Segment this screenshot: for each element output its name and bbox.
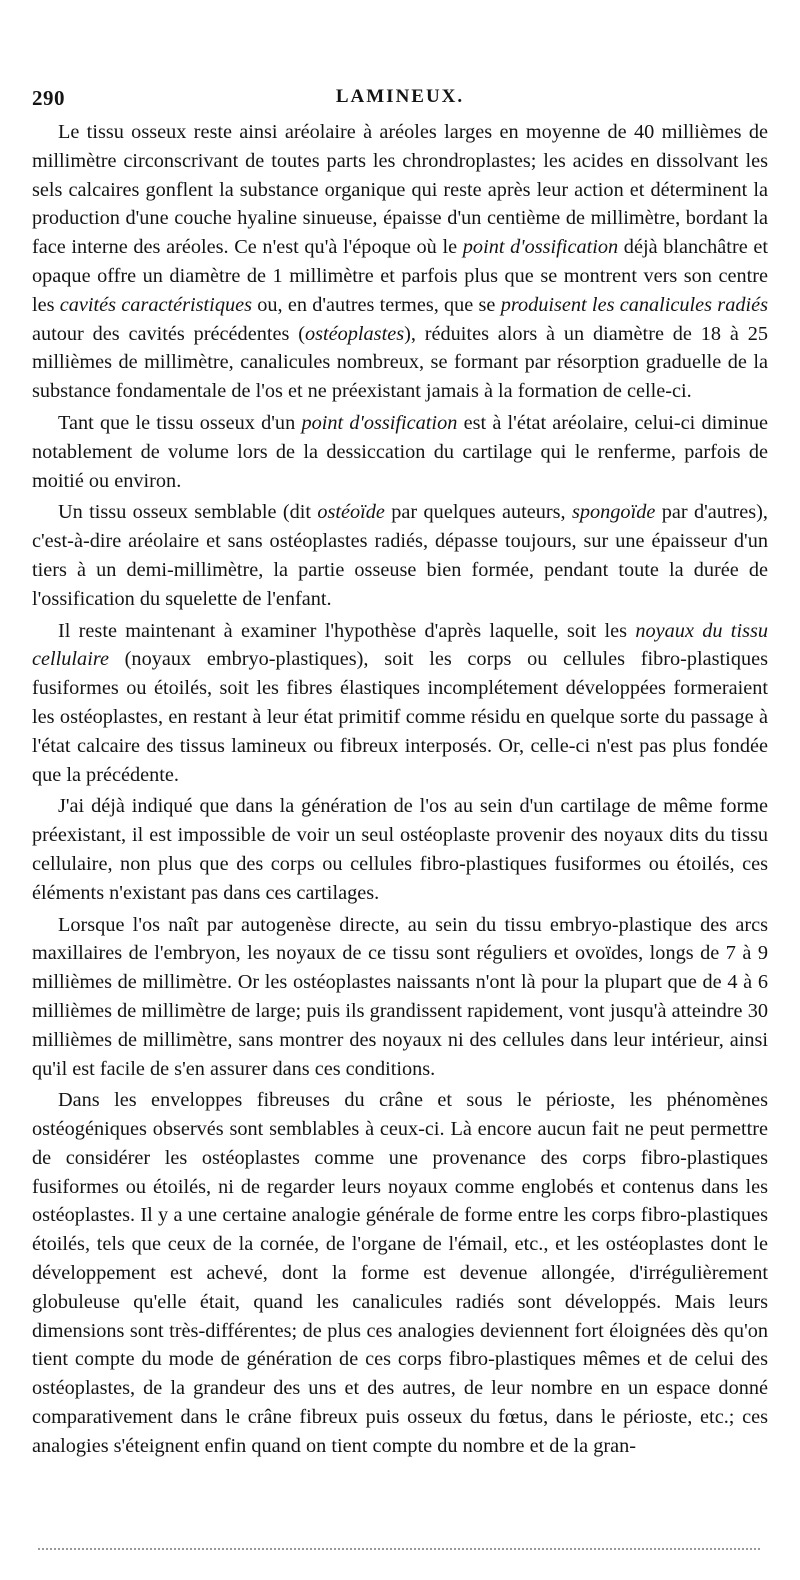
- paragraph: [32, 409, 768, 495]
- text-run: Un tissu osseux semblable (dit: [58, 501, 318, 524]
- text-run: Le tissu osseux reste ainsi aréolaire à aréoles larges en moyenne de 40 millièmes de millimètre circonscrivant de toutes parts les chrondroplastes; les acides en dissolvant les sels calcaires gonflent la substance organique qui reste après leur action et déterminent la production d'une couche hyaline sinueuse, épaisse d'un centième de millimètre, bordant la face interne des aréoles. Ce n'est qu'à l'époque où le: [32, 121, 768, 259]
- text-run: Tant que le tissu osseux d'un: [58, 411, 302, 434]
- italic-term: ostéoïde: [317, 501, 385, 524]
- italic-term: produisent les canalicules radiés: [500, 293, 768, 316]
- italic-term: ostéoplastes: [304, 322, 405, 345]
- footer-rule: [38, 1548, 760, 1550]
- text-run: déjà blanchâtre et opaque offre un diamètre de 1 millimètre et parfois plus que se montrent vers son centre les: [32, 236, 768, 316]
- italic-term: point d'ossification: [462, 236, 619, 259]
- text-run: Il reste maintenant à examiner l'hypothèse d'après laquelle, soit les: [58, 619, 636, 642]
- text-run: autour des cavités précédentes (: [32, 322, 305, 345]
- text-run: (noyaux embryo-plastiques), soit les corps ou cellules fibro-plastiques fusiformes ou étoilés, soit les fibres élastiques incomplétement développées formeraient les ostéoplastes, en restant à leur état primitif comme résidu en quelque sorte du passage à l'état calcaire des tissus lamineux ou fibreux interposés. Or, celle-ci n'est pas plus fondée que la précédente.: [32, 648, 768, 786]
- text-run: ou, en d'autres termes, que se: [252, 293, 501, 316]
- running-title: LAMINEUX.: [335, 86, 465, 107]
- text-run: ), réduites alors à un diamètre de 18 à 25 millièmes de millimètre, canalicules nombreux, se formant par résorption graduelle de la substance fondamentale de l'os et ne préexistant jamais à la formation de celle-ci.: [32, 322, 768, 403]
- text-run: par quelques auteurs,: [384, 501, 572, 524]
- paragraph: [32, 911, 768, 1084]
- paragraph: [32, 498, 768, 613]
- italic-term: spongoïde: [571, 501, 656, 524]
- text-run: Dans les enveloppes fibreuses du crâne et sous le périoste, les phénomènes ostéogéniques observés sont semblables à ceux-ci. Là encore aucun fait ne peut permettre de considérer les ostéoplastes comme une provenance des corps fibro-plastiques fusiformes ou étoilés, ni de regarder leurs noyaux comme englobés et contenus dans les ostéoplastes. Il y a une certaine analogie générale de forme entre les corps fibro-plastiques étoilés, tels que ceux de la cornée, de l'organe de l'émail, etc., et les ostéoplastes dont le développement est achevé, dont la forme est devenue allongée, d'irrégulièrement globuleuse qu'elle était, quand les canalicules radiés sont développés. Mais leurs dimensions sont très-différentes; de plus ces analogies deviennent fort éloignées dès qu'on tient compte du mode de génération de ces corps fibro-plastiques mêmes et de celui des ostéoplastes, de la grandeur des uns et des autres, de leur nombre en un espace donné comparativement dans le crâne fibreux puis osseux du fœtus, dans le périoste, etc.; ces analogies s'éteignent enfin quand on tient compte du nombre et de la gran-: [32, 1089, 768, 1457]
- paragraph: [32, 617, 768, 790]
- paragraph: [32, 792, 768, 907]
- text-run: par d'autres), c'est-à-dire aréolaire et sans ostéoplastes radiés, dépasse toujours, sur une épaisseur d'un tiers à un demi-millimètre, la partie osseuse bien formée, pendant toute la durée de l'ossification du squelette de l'enfant.: [32, 501, 768, 610]
- italic-term: cavités caractéristiques: [59, 293, 252, 316]
- italic-term: noyaux du tissu cellulaire: [32, 619, 769, 671]
- page-number: 290: [32, 86, 65, 110]
- text-run: J'ai déjà indiqué que dans la génération de l'os au sein d'un cartilage de même forme préexistant, il est impossible de voir un seul ostéoplaste provenir des noyaux dits du tissu cellulaire, non plus que des corps ou cellules fibro-plastiques fusiformes ou étoilés, ces éléments n'existant pas dans ces cartilages.: [32, 795, 768, 904]
- text-run: est à l'état aréolaire, celui-ci diminue notablement de volume lors de la dessiccation du cartilage qui le renferme, parfois de moitié ou environ.: [32, 411, 769, 492]
- text-run: Lorsque l'os naît par autogenèse directe, au sein du tissu embryo-plastique des arcs maxillaires de l'embryon, les noyaux de ce tissu sont réguliers et ovoïdes, longs de 7 à 9 millièmes de millimètre. Or les ostéoplastes naissants n'ont là pour la plupart que de 4 à 6 millièmes de millimètre de large; puis ils grandissent rapidement, vont jusqu'à atteindre 30 millièmes de millimètre, sans montrer des noyaux ni des cellules dans leur intérieur, ainsi qu'il est facile de s'en assurer dans ces conditions.: [32, 913, 768, 1080]
- page-header: [32, 86, 768, 116]
- paragraph: [32, 118, 768, 406]
- paragraph: [32, 1086, 768, 1460]
- body-text: [32, 118, 768, 1461]
- italic-term: point d'ossification: [301, 411, 458, 434]
